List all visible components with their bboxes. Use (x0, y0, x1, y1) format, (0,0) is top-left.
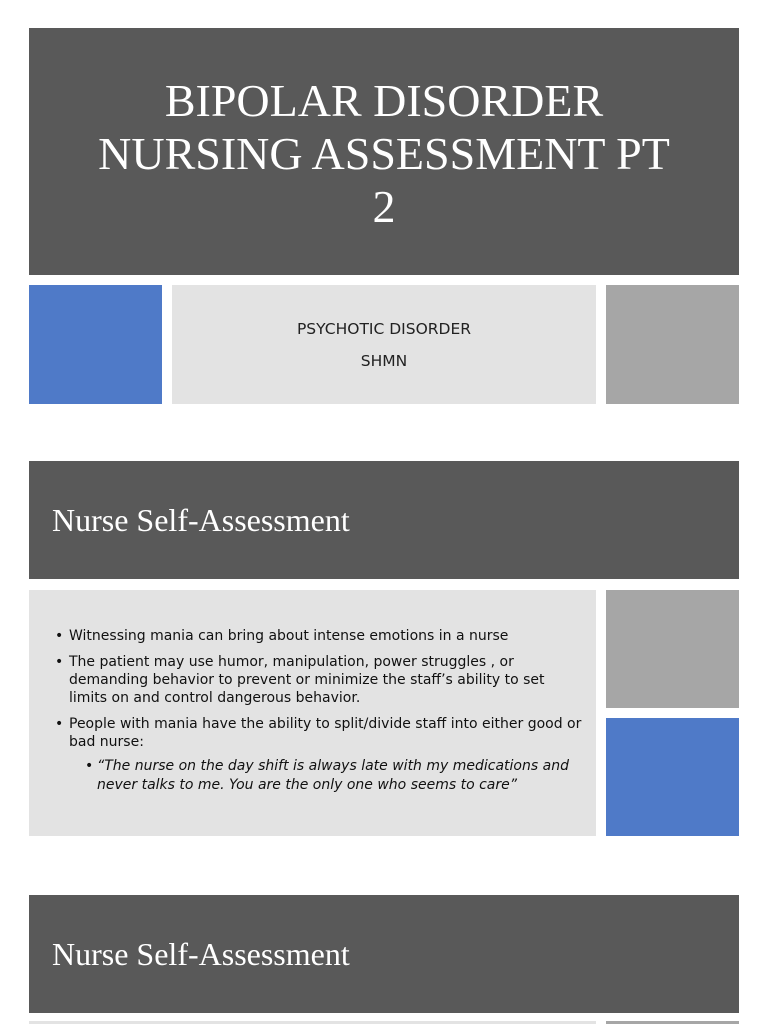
section-title: Nurse Self-Assessment (52, 935, 350, 972)
bullet-item (55, 715, 585, 795)
bullet-item: • Witnessing mania can bring about intense emotions in a nurse (55, 627, 585, 645)
subtitle-panel (172, 285, 596, 404)
section-header (29, 461, 739, 579)
bullet-list (55, 627, 585, 803)
accent-gray-square (606, 285, 739, 404)
accent-gray-square (606, 590, 739, 708)
title-slide-band (29, 28, 739, 275)
content-panel (29, 590, 596, 836)
accent-blue-square (29, 285, 162, 404)
section-header (29, 895, 739, 1013)
sub-bullet-list (69, 757, 585, 795)
subtitle-line-2: SHMN (360, 351, 408, 370)
accent-blue-square (606, 718, 739, 836)
bullet-item: • The patient may use humor, manipulation, power struggles , or demanding behavior to prevent or minimize the staff’s ability to set limits on and control dangerous behavior. (55, 653, 585, 707)
subtitle-line-1: PSYCHOTIC DISORDER (296, 319, 472, 338)
bullet-text: People with mania have the ability to split/divide staff into either good or bad nurse: (69, 716, 582, 750)
section-title: Nurse Self-Assessment (52, 501, 350, 538)
sub-bullet-quote: • “The nurse on the day shift is always late with my medications and never talks to me. You are the only one who seems to care” (69, 757, 585, 795)
slide-title: BIPOLAR DISORDER NURSING ASSESSMENT PT 2 (98, 75, 670, 232)
